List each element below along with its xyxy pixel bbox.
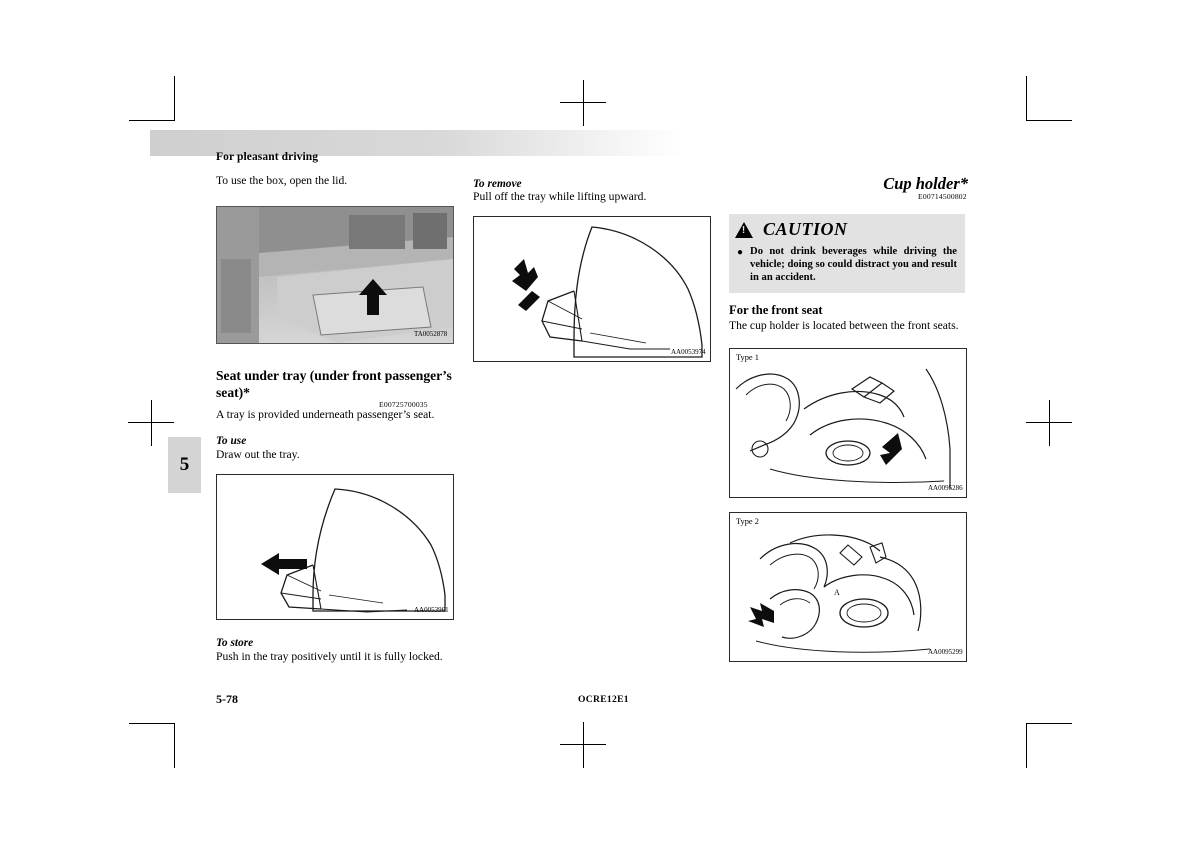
front-seat-body: The cup holder is located between the front seats. (729, 319, 959, 332)
caution-label: CAUTION (763, 219, 848, 239)
seat-under-tray-body: A tray is provided underneath passenger’s seat. (216, 408, 435, 421)
figure-code-photo: TA0052878 (414, 330, 448, 338)
crop-mark (129, 120, 175, 121)
section-title: For pleasant driving (216, 151, 319, 163)
warning-triangle-icon (735, 222, 753, 238)
figure-code-draw-out-tray: AA0053961 (414, 606, 449, 614)
figure-draw-out-tray (216, 474, 454, 620)
page-number: 5-78 (216, 692, 238, 706)
figure-code-type2: AA0095299 (928, 648, 963, 656)
crop-mark (1026, 723, 1027, 768)
chapter-number: 5 (179, 454, 190, 475)
seat-under-tray-code: E00725700035 (379, 400, 428, 409)
to-store-body: Push in the tray positively until it is fully locked. (216, 650, 443, 663)
to-use-label: To use (216, 435, 247, 447)
figure-code-remove-tray: AA0053974 (671, 348, 706, 356)
type-label-2: Type 2 (736, 517, 759, 526)
crop-mark (174, 76, 175, 121)
registration-mark (1026, 400, 1072, 446)
seat-under-tray-heading: Seat under tray (under front passenger’s seat)* (216, 368, 452, 400)
bullet-icon: ● (737, 247, 744, 258)
caution-header (729, 214, 965, 243)
document-code: OCRE12E1 (578, 694, 629, 705)
svg-text:A: A (834, 588, 840, 597)
crop-mark (174, 723, 175, 768)
crop-mark (1026, 723, 1072, 724)
front-seat-heading: For the front seat (729, 303, 823, 317)
figure-storage-box-photo (216, 206, 454, 344)
figure-code-type1: AA0095286 (928, 484, 963, 492)
cup-holder-title: Cup holder* (883, 174, 968, 193)
cup-holder-code: E00714500802 (918, 192, 967, 201)
chapter-tab (168, 437, 201, 493)
crop-mark (1026, 120, 1072, 121)
figure-cup-holder-type1 (729, 348, 967, 498)
to-store-label: To store (216, 637, 254, 649)
registration-mark (560, 722, 606, 768)
figure-remove-tray (473, 216, 711, 362)
crop-mark (129, 723, 175, 724)
type-label-1: Type 1 (736, 353, 759, 362)
figure-cup-holder-type2 (729, 512, 967, 662)
registration-mark (560, 80, 606, 126)
caution-text: Do not drink beverages while driving the vehicle; doing so could distract you and result in an accident. (750, 246, 957, 284)
crop-mark (1026, 76, 1027, 121)
to-use-body: Draw out the tray. (216, 448, 300, 461)
caution-box (729, 214, 965, 293)
to-remove-label: To remove (473, 178, 522, 190)
caution-body (729, 243, 965, 293)
left-intro-text: To use the box, open the lid. (216, 174, 348, 187)
to-remove-body: Pull off the tray while lifting upward. (473, 190, 647, 203)
